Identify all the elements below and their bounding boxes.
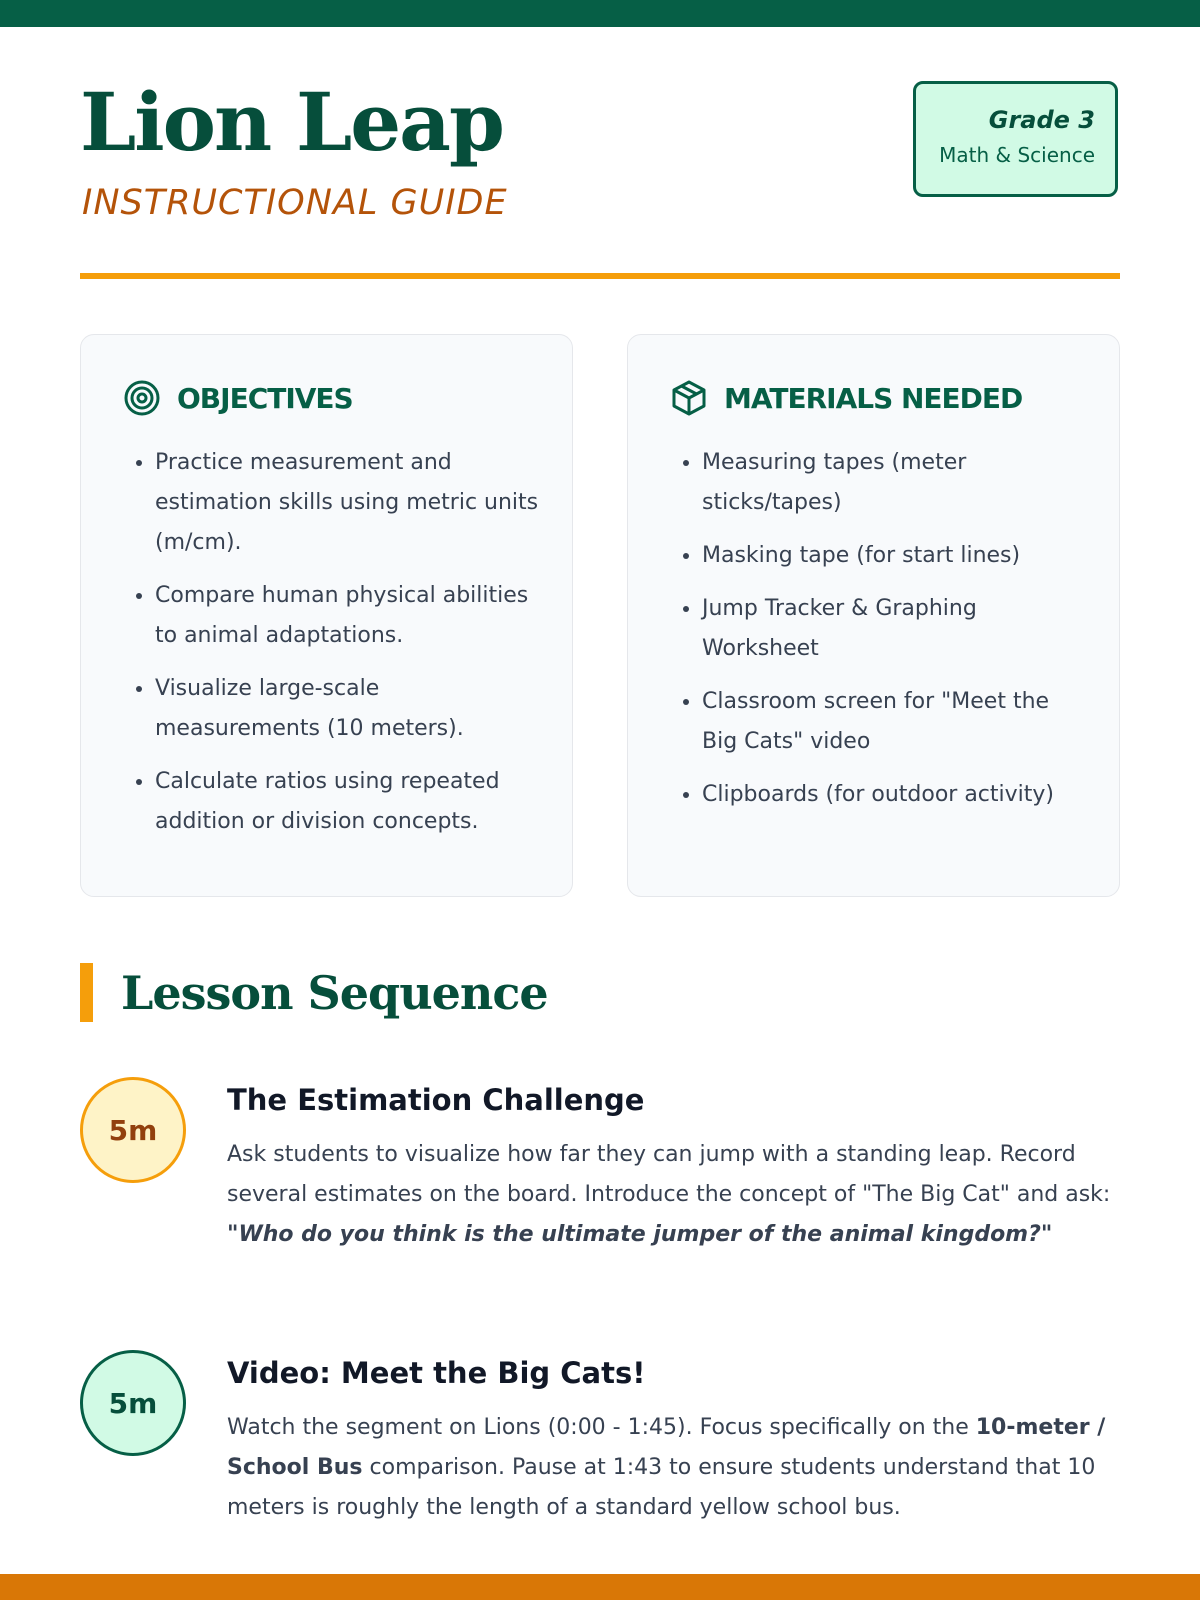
step-description	[227, 1135, 1127, 1255]
section-accent-bar	[80, 963, 93, 1022]
page-subtitle: INSTRUCTIONAL GUIDE	[82, 183, 508, 223]
bottom-accent-bar	[0, 1574, 1200, 1600]
objectives-heading	[123, 379, 542, 417]
target-icon	[123, 379, 161, 417]
materials-heading	[670, 379, 1089, 417]
page-title: Lion Leap	[80, 75, 503, 169]
objectives-list	[123, 443, 542, 842]
step-body	[227, 1350, 1127, 1528]
objective-item: • Visualize large-scale measurements (10 meters).	[155, 669, 542, 749]
duration-badge: 5m	[80, 1077, 186, 1183]
step-quote: "Who do you think is the ultimate jumper of the animal kingdom?"	[227, 1222, 1053, 1247]
material-item: • Classroom screen for "Meet the Big Cats" video	[702, 682, 1089, 762]
objective-item: • Calculate ratios using repeated addition or division concepts.	[155, 762, 542, 842]
section-title: Lesson Sequence	[121, 966, 548, 1020]
grade-badge	[913, 81, 1118, 197]
step-text: Watch the segment on Lions (0:00 - 1:45). Focus specifically on the	[227, 1415, 976, 1440]
objective-item: • Compare human physical abilities to animal adaptations.	[155, 576, 542, 656]
material-item: • Clipboards (for outdoor activity)	[702, 775, 1089, 815]
objectives-title: OBJECTIVES	[177, 381, 353, 415]
materials-list	[670, 443, 1089, 815]
step-body	[227, 1077, 1127, 1255]
duration-badge: 5m	[80, 1350, 186, 1456]
step-title: Video: Meet the Big Cats!	[227, 1356, 646, 1390]
step-description	[227, 1408, 1127, 1528]
material-item: • Measuring tapes (meter sticks/tapes)	[702, 443, 1089, 523]
grade-label: Grade 3	[988, 106, 1095, 134]
step-title: The Estimation Challenge	[227, 1083, 645, 1117]
subject-label: Math & Science	[939, 142, 1095, 167]
header-divider	[80, 273, 1120, 279]
objectives-card	[80, 334, 573, 897]
top-accent-bar	[0, 0, 1200, 27]
material-item: • Jump Tracker & Graphing Worksheet	[702, 589, 1089, 669]
step-emphasis: 10-meter / School Bus	[227, 1415, 1106, 1480]
materials-title: MATERIALS NEEDED	[724, 381, 1023, 415]
step-text: Ask students to visualize how far they can jump with a standing leap. Record several estimates on the board. Introduce the concept of "The Big Cat" and ask:	[227, 1142, 1111, 1207]
material-item: • Masking tape (for start lines)	[702, 536, 1089, 576]
step-text: comparison. Pause at 1:43 to ensure students understand that 10 meters is roughly the length of a standard yellow school bus.	[227, 1455, 1096, 1520]
package-icon	[670, 379, 708, 417]
objective-item: • Practice measurement and estimation skills using metric units (m/cm).	[155, 443, 542, 563]
materials-card	[627, 334, 1120, 897]
